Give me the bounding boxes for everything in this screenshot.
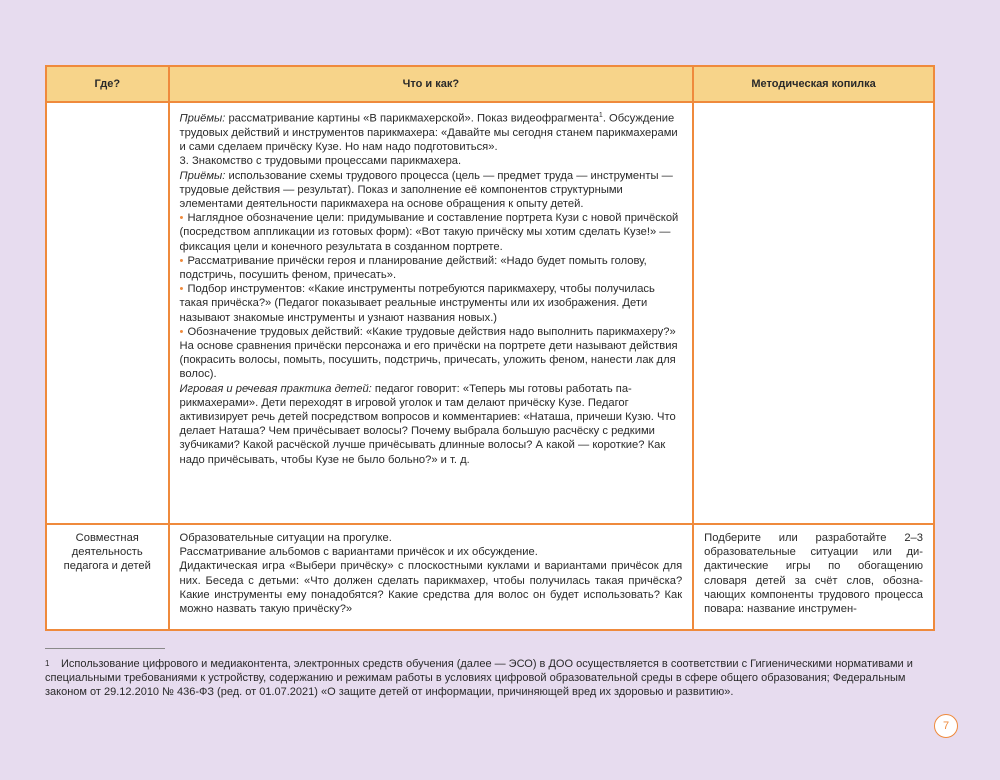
- table-row: [46, 102, 934, 524]
- row1-kopilka-cell: [693, 102, 934, 524]
- header-where: Где?: [46, 66, 169, 102]
- header-kopilka: Методическая копилка: [693, 66, 934, 102]
- row1-paragraph: Игровая и речевая практика детей: педагог говорит: «Теперь мы готовы работать парикмахерами». Дети переходят в игровой уголок и там делают причёску Кузе. Педагог активизирует речь детей посредством вопросов и комментариев: «Наташа, причеши Кузю. Что делает Наташа? Чем причёсывает волосы? Почему выбрала большую расчёску с редкими зубчиками? Какой расчёской лучше причёсывать длинные волосы? А какой — короткие? Как надо причёсывать, чтобы Кузе не было больно?» и т. д.: [179, 382, 676, 466]
- row2-where-cell: Совместная деятельность педагога и детей: [46, 524, 169, 630]
- label-game-practice: Игровая и речевая практика детей:: [179, 382, 372, 395]
- bullet-item: • Подбор инструментов: «Какие инструменты потребуются парикмахеру, чтобы получилась такая причёска?» (Педагог показывает реальные инструменты или их изображения. Дети называют знакомые инструменты и узнают названия новых.): [179, 283, 655, 324]
- table-header-row: [46, 66, 934, 102]
- bullet-icon: •: [179, 283, 184, 296]
- footnote-text: Использование цифрового и медиаконтента, электронных средств обучения (далее — ЭСО) в ДОО осуществляется в соответствии с Гигиеническими нормативами и специальными требованиями к устройству, содержанию и режимам работы в условиях цифровой образовательной среды в сфере общего образования; Федеральным законом от 29.12.2010 № 436-ФЗ (ред. от 01.07.2021) «О защите детей от информации, причиняющей вред их здоровью и развитию».: [45, 658, 913, 699]
- bullet-item: • Рассматривание причёски героя и планирование действий: «Надо будет помыть голову, подстричь, посушить феном, причесать».: [179, 254, 647, 281]
- page-number: 7: [934, 714, 958, 738]
- row2-kopilka-cell: Подберите или разработайте 2–3 образовательные ситуации или дидактические игры по обогащению словаря детей за счёт слов, обозначающих компоненты трудового процесса повара: название инструмен-: [693, 524, 934, 630]
- label-priemy: Приёмы:: [179, 169, 226, 182]
- header-what-how: Что и как?: [169, 66, 694, 102]
- bullet-icon: •: [179, 325, 184, 338]
- footnote-ref: 1: [598, 112, 603, 119]
- label-priemy: Приёмы:: [179, 112, 226, 125]
- footnote: [45, 657, 935, 700]
- row1-paragraph: Приёмы: рассматривание картины «В парикмахерской». Показ видеофрагмента$^1$. Обсуждение трудовых действий и инструментов парикмахера: «Давайте мы сегодня станем парикмахерами и сами сделаем причёску Кузе. Но нам надо подготовиться».: [179, 112, 678, 154]
- row1-step-3: 3. Знакомство с трудовыми процессами парикмахера.: [179, 155, 462, 168]
- row1-where-cell: [46, 102, 169, 524]
- bullet-item: • Наглядное обозначение цели: придумывание и составление портрета Кузи с новой причёской (посредством аппликации из готовых форм): «Вот такую причёску мы хотим сделать Кузе!» — фиксация цели и конечного результата в созданном портрете.: [179, 212, 679, 253]
- row1-paragraph: Приёмы: использование схемы трудового процесса (цель — предмет труда — инструменты — трудовые действия — результат). Показ и заполнение её компонентов структурными элементами деятельности парикмахера на основе обращения к опыту детей.: [179, 169, 673, 210]
- row2-content-cell: [169, 524, 694, 630]
- row2-line: Рассматривание альбомов с вариантами причёсок и их обсуждение.: [179, 546, 538, 559]
- bullet-item: • Обозначение трудовых действий: «Какие трудовые действия надо выполнить парикмахеру?» На основе сравнения причёски персонажа и его причёски на портрете дети называют действия (покрасить волосы, помыть, посушить, подстричь, причесать, уложить феном, нанести лак для волос).: [179, 325, 678, 381]
- bullet-icon: •: [179, 212, 184, 225]
- lesson-table: [45, 65, 935, 631]
- row2-line: Образовательные ситуации на прогулке.: [179, 532, 392, 544]
- footnote-mark: 1: [45, 659, 50, 668]
- row2-line: Дидактическая игра «Выбери причёску» с плоскостными куклами и вариантами причёсок для них. Беседа с детьми: «Что должен сделать парикмахер, чтобы получилась такая причёска? Какие инструменты ему понадобятся? Какие средства для волос он будет использовать? Как можно назвать такую причёску?»: [179, 560, 683, 616]
- row1-content-cell: [169, 102, 694, 524]
- table-row: [46, 524, 934, 630]
- footnote-divider: [45, 648, 165, 649]
- bullet-icon: •: [179, 254, 184, 267]
